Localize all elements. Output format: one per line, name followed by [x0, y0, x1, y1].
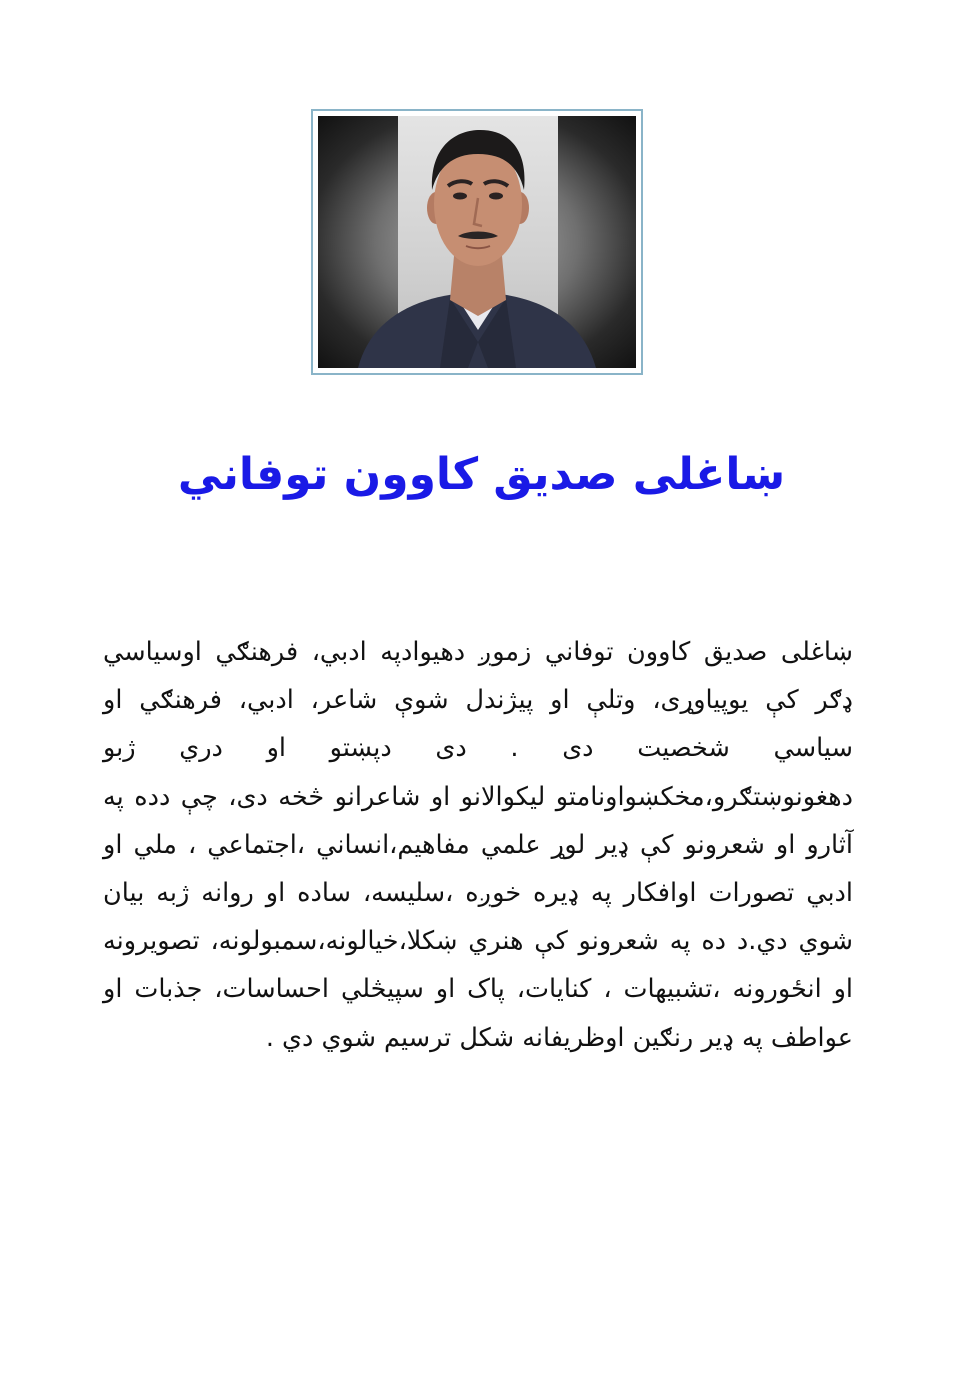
- portrait-frame: [311, 109, 643, 375]
- page-title: ښاغلی صديق کاوون توفاني: [177, 449, 786, 500]
- portrait-illustration: [318, 116, 636, 368]
- biography-paragraph: ښاغلی صديق کاوون توفاني زموږ دهيوادپه ادبي، فرهنګي اوسياسي ډګر کې يوپياوړی، وتلې او پيژندل شوې شاعر، ادبي، فرهنګي او سياسي شخصيت دی . دی دپښتو او دري ژبو دهغونوښتګرو،مخکښواونامتو ليکوالانو او شاعرانو څخه دی، چې دده په آثارو او شعرونو کې ډير لوړ علمي مفاهيم،انساني ،اجتماعي ، ملي او ادبي تصورات اوافکار په ډيره خوږه ،سليسه، ساده او روانه ژبه بيان شوي دي.د ده په شعرونو کې هنري ښکلا،خيالونه،سمبولونه، تصويرونه او انځورونه ،تشبيهات ، کنايات، پاک او سپيڅلي احساسات، جذبات او عواطف په ډير رنګين اوظريفانه شکل ترسيم شوي دي .: [103, 637, 853, 1053]
- portrait-photo: [318, 116, 636, 368]
